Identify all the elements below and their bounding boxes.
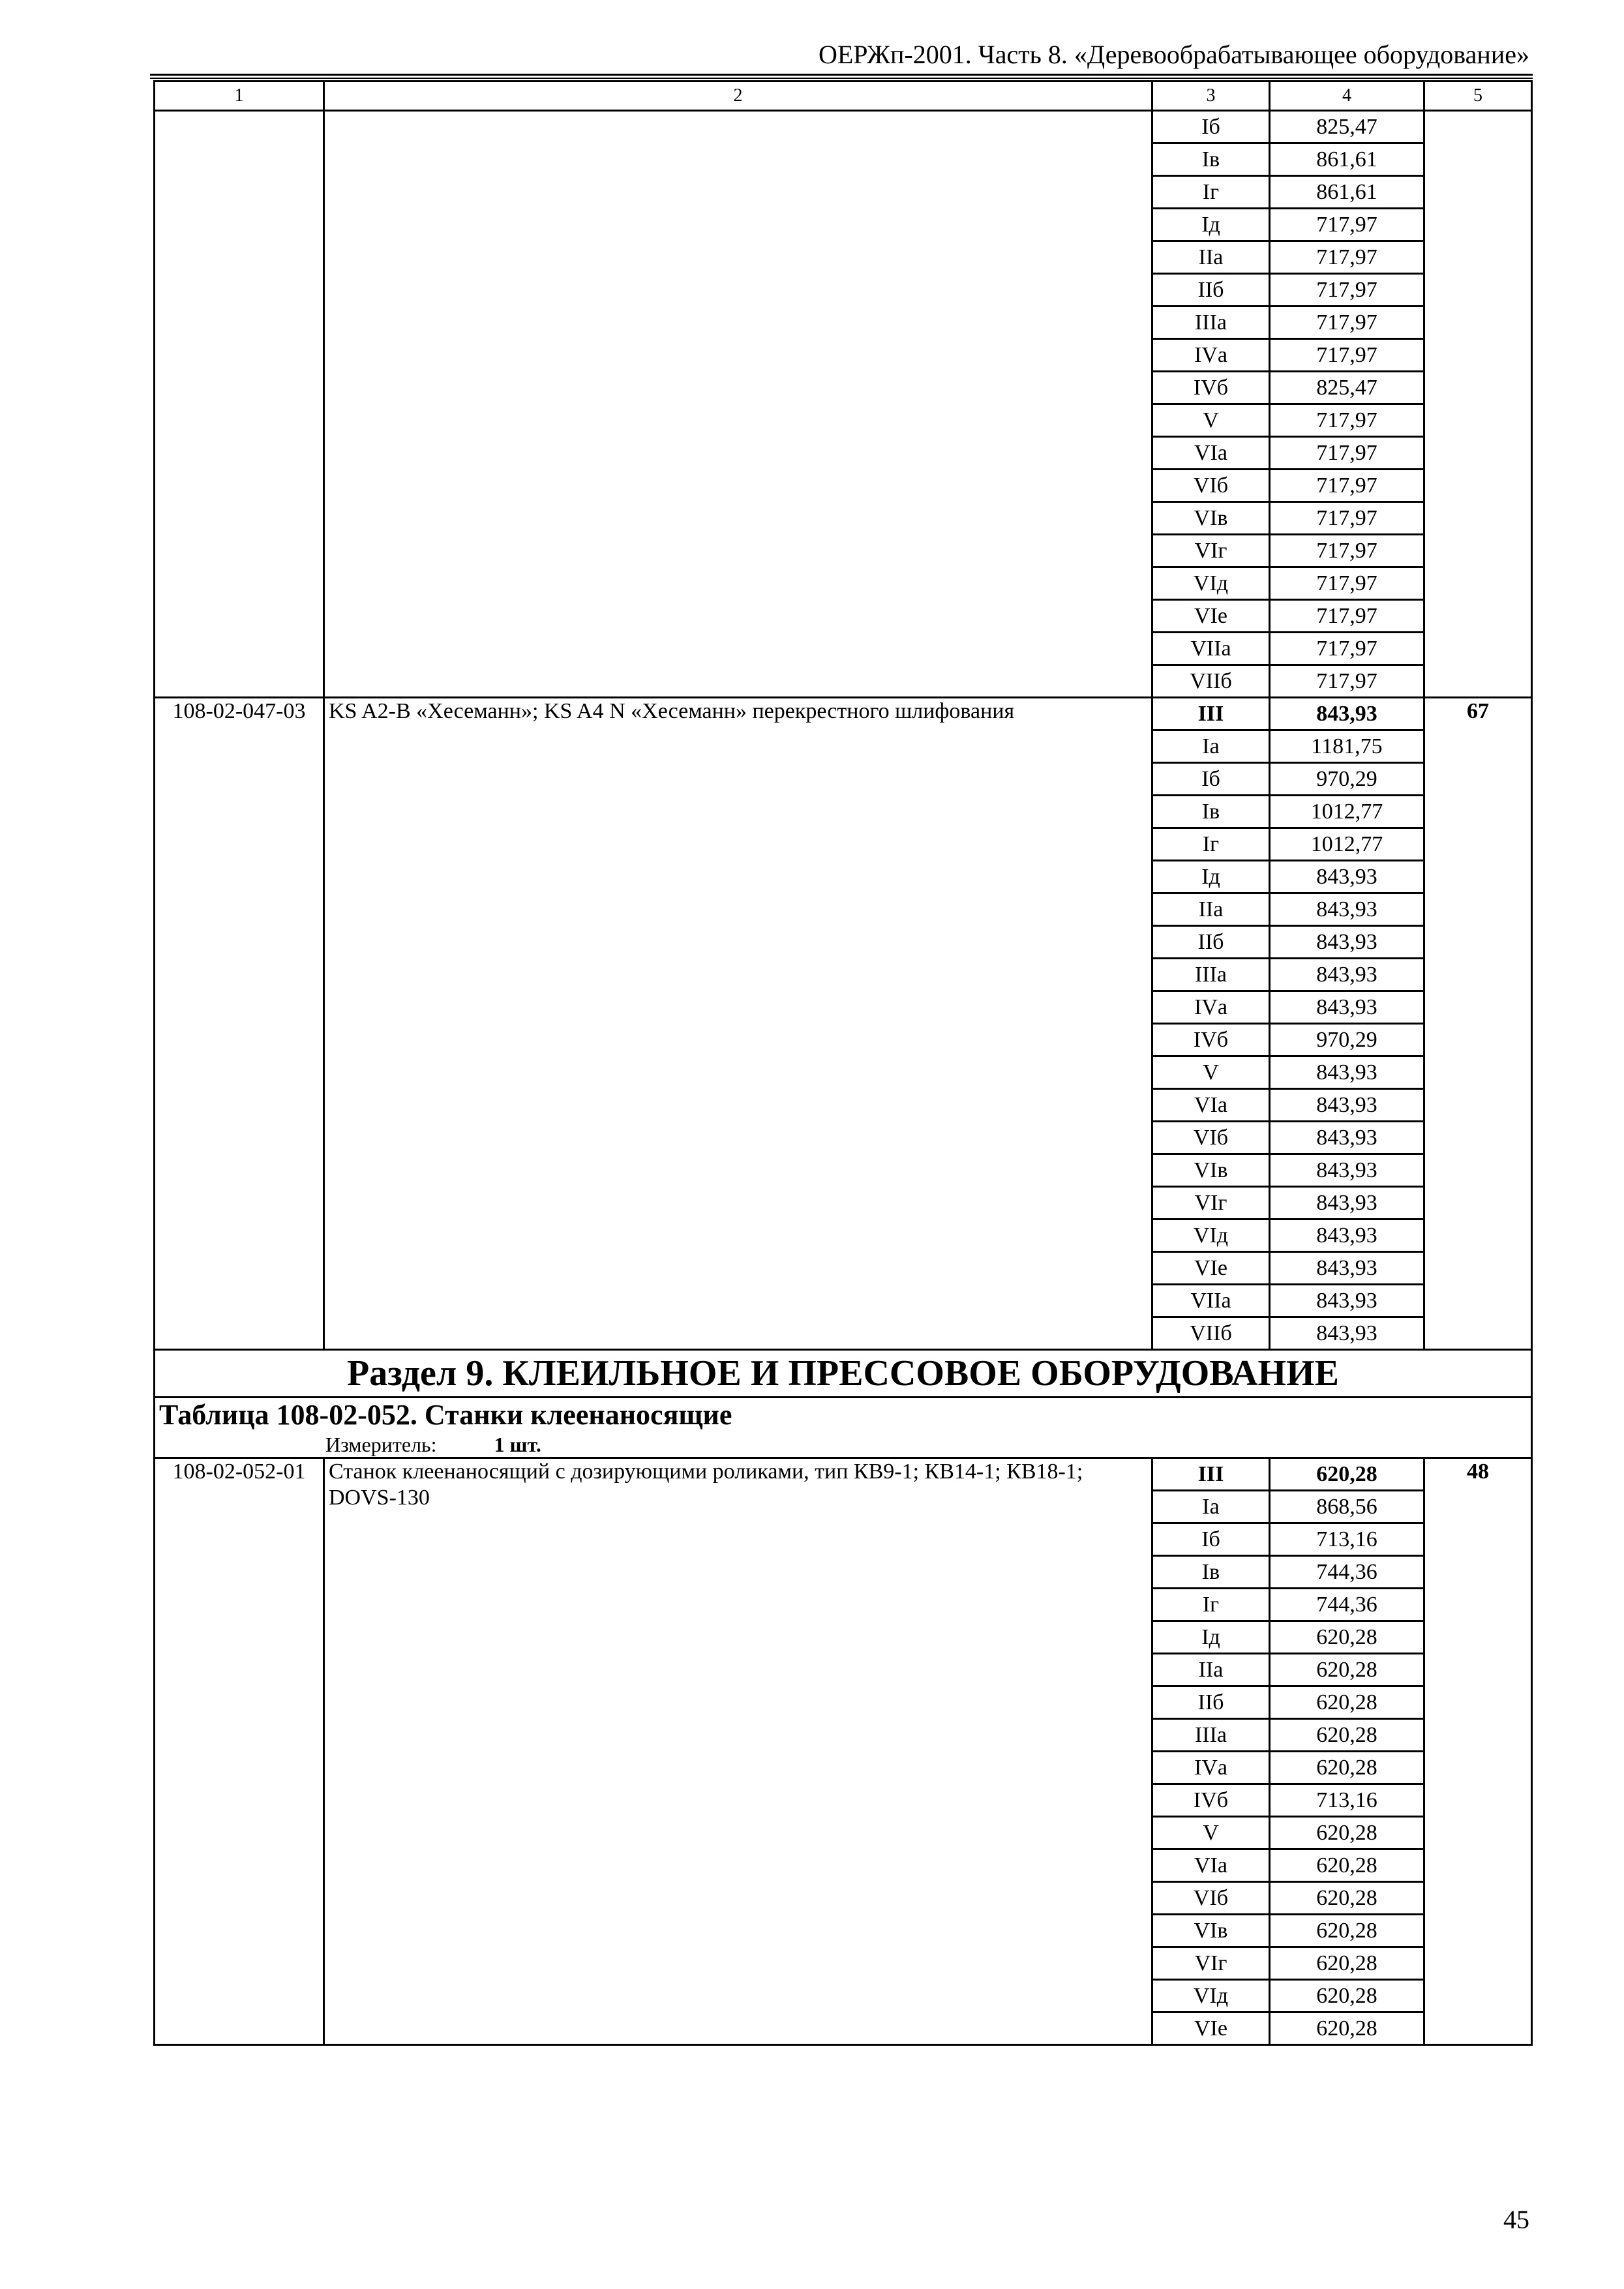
zone-code: IVб bbox=[1152, 1024, 1270, 1056]
zone-code: VIIб bbox=[1152, 1317, 1270, 1350]
rate-value: 744,36 bbox=[1270, 1589, 1424, 1621]
equipment-description: KS A2-B «Хесеманн»; KS A4 N «Хесеманн» перекрестного шлифования bbox=[324, 698, 1152, 1350]
rate-value: 843,93 bbox=[1270, 1285, 1424, 1317]
section-row bbox=[155, 1350, 1532, 1398]
rate-value: 713,16 bbox=[1270, 1784, 1424, 1817]
column-number-1: 1 bbox=[155, 82, 324, 111]
section-title: Раздел 9. КЛЕИЛЬНОЕ И ПРЕССОВОЕ ОБОРУДОВАНИЕ bbox=[155, 1350, 1532, 1398]
column-number-4: 4 bbox=[1270, 82, 1424, 111]
zone-code: VIд bbox=[1152, 1980, 1270, 2012]
rate-value: 717,97 bbox=[1270, 633, 1424, 665]
rate-code: 108-02-052-01 bbox=[155, 1458, 324, 2045]
rate-value: 620,28 bbox=[1270, 1882, 1424, 1915]
zone-code: III bbox=[1152, 698, 1270, 730]
rate-value: 970,29 bbox=[1270, 763, 1424, 796]
zone-code: Iв bbox=[1152, 796, 1270, 828]
rate-value: 620,28 bbox=[1270, 1817, 1424, 1849]
zone-code: Iв bbox=[1152, 1556, 1270, 1589]
zone-code: IVа bbox=[1152, 991, 1270, 1024]
rate-value: 843,93 bbox=[1270, 1056, 1424, 1089]
rate-value: 843,93 bbox=[1270, 1122, 1424, 1154]
zone-code: Iг bbox=[1152, 1589, 1270, 1621]
rate-value: 1012,77 bbox=[1270, 796, 1424, 828]
column5-value: 48 bbox=[1424, 1458, 1532, 2045]
rate-value: 868,56 bbox=[1270, 1491, 1424, 1523]
table-row bbox=[155, 111, 1532, 143]
rate-value: 1012,77 bbox=[1270, 828, 1424, 861]
column-number-2: 2 bbox=[324, 82, 1152, 111]
equipment-description: Станок клеенаносящий с дозирующими роликами, тип КВ9-1; КВ14-1; КВ18-1; DOVS-130 bbox=[324, 1458, 1152, 2045]
zone-code: Iа bbox=[1152, 730, 1270, 763]
zone-code: IIа bbox=[1152, 893, 1270, 926]
zone-code: IIIа bbox=[1152, 1719, 1270, 1752]
zone-code: VIа bbox=[1152, 437, 1270, 470]
zone-code: Iд bbox=[1152, 861, 1270, 893]
zone-code: Iб bbox=[1152, 763, 1270, 796]
zone-code: VIд bbox=[1152, 1219, 1270, 1252]
zone-code: V bbox=[1152, 1056, 1270, 1089]
rate-value: 717,97 bbox=[1270, 470, 1424, 502]
table-caption bbox=[155, 1398, 1532, 1458]
rate-value: 717,97 bbox=[1270, 502, 1424, 535]
zone-code: VIе bbox=[1152, 600, 1270, 633]
rate-value: 825,47 bbox=[1270, 111, 1424, 143]
zone-code: VIе bbox=[1152, 1252, 1270, 1285]
rate-value: 717,97 bbox=[1270, 274, 1424, 307]
zone-code: VIв bbox=[1152, 1915, 1270, 1947]
meter-line bbox=[325, 1432, 1527, 1457]
rate-value: 843,93 bbox=[1270, 1317, 1424, 1350]
table-title: Таблица 108-02-052. Станки клеенаносящие bbox=[159, 1399, 732, 1431]
zone-code: VIд bbox=[1152, 567, 1270, 600]
rate-value: 1181,75 bbox=[1270, 730, 1424, 763]
zone-code: VIIа bbox=[1152, 633, 1270, 665]
zone-code: VIг bbox=[1152, 1187, 1270, 1219]
rate-value: 744,36 bbox=[1270, 1556, 1424, 1589]
rate-value: 713,16 bbox=[1270, 1523, 1424, 1556]
zone-code: VIIа bbox=[1152, 1285, 1270, 1317]
zone-code: VIб bbox=[1152, 470, 1270, 502]
rate-value: 620,28 bbox=[1270, 1752, 1424, 1784]
rate-value: 620,28 bbox=[1270, 1915, 1424, 1947]
rate-value: 620,28 bbox=[1270, 1849, 1424, 1882]
zone-code: VIа bbox=[1152, 1089, 1270, 1122]
rate-value: 843,93 bbox=[1270, 1219, 1424, 1252]
zone-code: Iд bbox=[1152, 209, 1270, 241]
zone-code: VIб bbox=[1152, 1122, 1270, 1154]
rate-value: 843,93 bbox=[1270, 1187, 1424, 1219]
zone-code: IIб bbox=[1152, 274, 1270, 307]
rate-value: 717,97 bbox=[1270, 437, 1424, 470]
zone-code: VIб bbox=[1152, 1882, 1270, 1915]
zone-code: IIIа bbox=[1152, 959, 1270, 991]
rate-value: 717,97 bbox=[1270, 307, 1424, 339]
column5-value: 67 bbox=[1424, 698, 1532, 1350]
column5-value bbox=[1424, 111, 1532, 698]
rate-value: 717,97 bbox=[1270, 535, 1424, 567]
rate-value: 843,93 bbox=[1270, 926, 1424, 959]
rate-code: 108-02-047-03 bbox=[155, 698, 324, 1350]
rate-value: 620,28 bbox=[1270, 1719, 1424, 1752]
zone-code: Iг bbox=[1152, 828, 1270, 861]
meter-label: Измеритель: bbox=[325, 1433, 437, 1456]
table-row bbox=[155, 1458, 1532, 1491]
zone-code: VIв bbox=[1152, 502, 1270, 535]
rate-value: 825,47 bbox=[1270, 372, 1424, 404]
rate-value: 620,28 bbox=[1270, 1458, 1424, 1491]
rate-value: 620,28 bbox=[1270, 1654, 1424, 1686]
rate-value: 843,93 bbox=[1270, 893, 1424, 926]
rate-value: 717,97 bbox=[1270, 665, 1424, 698]
rate-value: 861,61 bbox=[1270, 143, 1424, 176]
zone-code: IVб bbox=[1152, 1784, 1270, 1817]
zone-code: Iг bbox=[1152, 176, 1270, 209]
rate-value: 717,97 bbox=[1270, 209, 1424, 241]
page-header-title: ОЕРЖп-2001. Часть 8. «Деревообрабатывающее оборудование» bbox=[818, 40, 1529, 69]
rate-value: 843,93 bbox=[1270, 991, 1424, 1024]
column-number-3: 3 bbox=[1152, 82, 1270, 111]
table-caption-row bbox=[155, 1398, 1532, 1458]
header-rule bbox=[150, 74, 1533, 76]
rate-code bbox=[155, 111, 324, 698]
zone-code: V bbox=[1152, 404, 1270, 437]
page-number: 45 bbox=[1503, 2205, 1529, 2234]
rates-table-body bbox=[155, 82, 1532, 2045]
rate-value: 620,28 bbox=[1270, 1947, 1424, 1980]
rate-value: 861,61 bbox=[1270, 176, 1424, 209]
zone-code: Iв bbox=[1152, 143, 1270, 176]
column-number-5: 5 bbox=[1424, 82, 1532, 111]
rates-table bbox=[153, 80, 1533, 2046]
equipment-description bbox=[324, 111, 1152, 698]
zone-code: Iа bbox=[1152, 1491, 1270, 1523]
rate-value: 843,93 bbox=[1270, 861, 1424, 893]
rate-value: 717,97 bbox=[1270, 404, 1424, 437]
rate-value: 717,97 bbox=[1270, 600, 1424, 633]
zone-code: Iб bbox=[1152, 1523, 1270, 1556]
rate-value: 843,93 bbox=[1270, 959, 1424, 991]
zone-code: Iд bbox=[1152, 1621, 1270, 1654]
column-numbers-row bbox=[155, 82, 1532, 111]
meter-value: 1 шт. bbox=[494, 1433, 541, 1456]
rate-value: 620,28 bbox=[1270, 2012, 1424, 2045]
zone-code: IIа bbox=[1152, 241, 1270, 274]
rate-value: 620,28 bbox=[1270, 1686, 1424, 1719]
zone-code: VIе bbox=[1152, 2012, 1270, 2045]
zone-code: IIб bbox=[1152, 926, 1270, 959]
zone-code: IVб bbox=[1152, 372, 1270, 404]
zone-code: III bbox=[1152, 1458, 1270, 1491]
rate-value: 620,28 bbox=[1270, 1980, 1424, 2012]
rate-value: 717,97 bbox=[1270, 339, 1424, 372]
zone-code: VIг bbox=[1152, 1947, 1270, 1980]
rate-value: 717,97 bbox=[1270, 567, 1424, 600]
header-rule-thin bbox=[150, 78, 1533, 79]
rate-value: 843,93 bbox=[1270, 1154, 1424, 1187]
zone-code: VIа bbox=[1152, 1849, 1270, 1882]
rate-value: 970,29 bbox=[1270, 1024, 1424, 1056]
zone-code: VIIб bbox=[1152, 665, 1270, 698]
zone-code: VIв bbox=[1152, 1154, 1270, 1187]
rate-value: 717,97 bbox=[1270, 241, 1424, 274]
zone-code: IIа bbox=[1152, 1654, 1270, 1686]
zone-code: V bbox=[1152, 1817, 1270, 1849]
table-row bbox=[155, 698, 1532, 730]
zone-code: Iб bbox=[1152, 111, 1270, 143]
zone-code: IIIа bbox=[1152, 307, 1270, 339]
rate-value: 843,93 bbox=[1270, 1089, 1424, 1122]
rate-value: 843,93 bbox=[1270, 698, 1424, 730]
zone-code: IVа bbox=[1152, 339, 1270, 372]
rate-value: 843,93 bbox=[1270, 1252, 1424, 1285]
zone-code: IIб bbox=[1152, 1686, 1270, 1719]
rate-value: 620,28 bbox=[1270, 1621, 1424, 1654]
zone-code: IVа bbox=[1152, 1752, 1270, 1784]
zone-code: VIг bbox=[1152, 535, 1270, 567]
